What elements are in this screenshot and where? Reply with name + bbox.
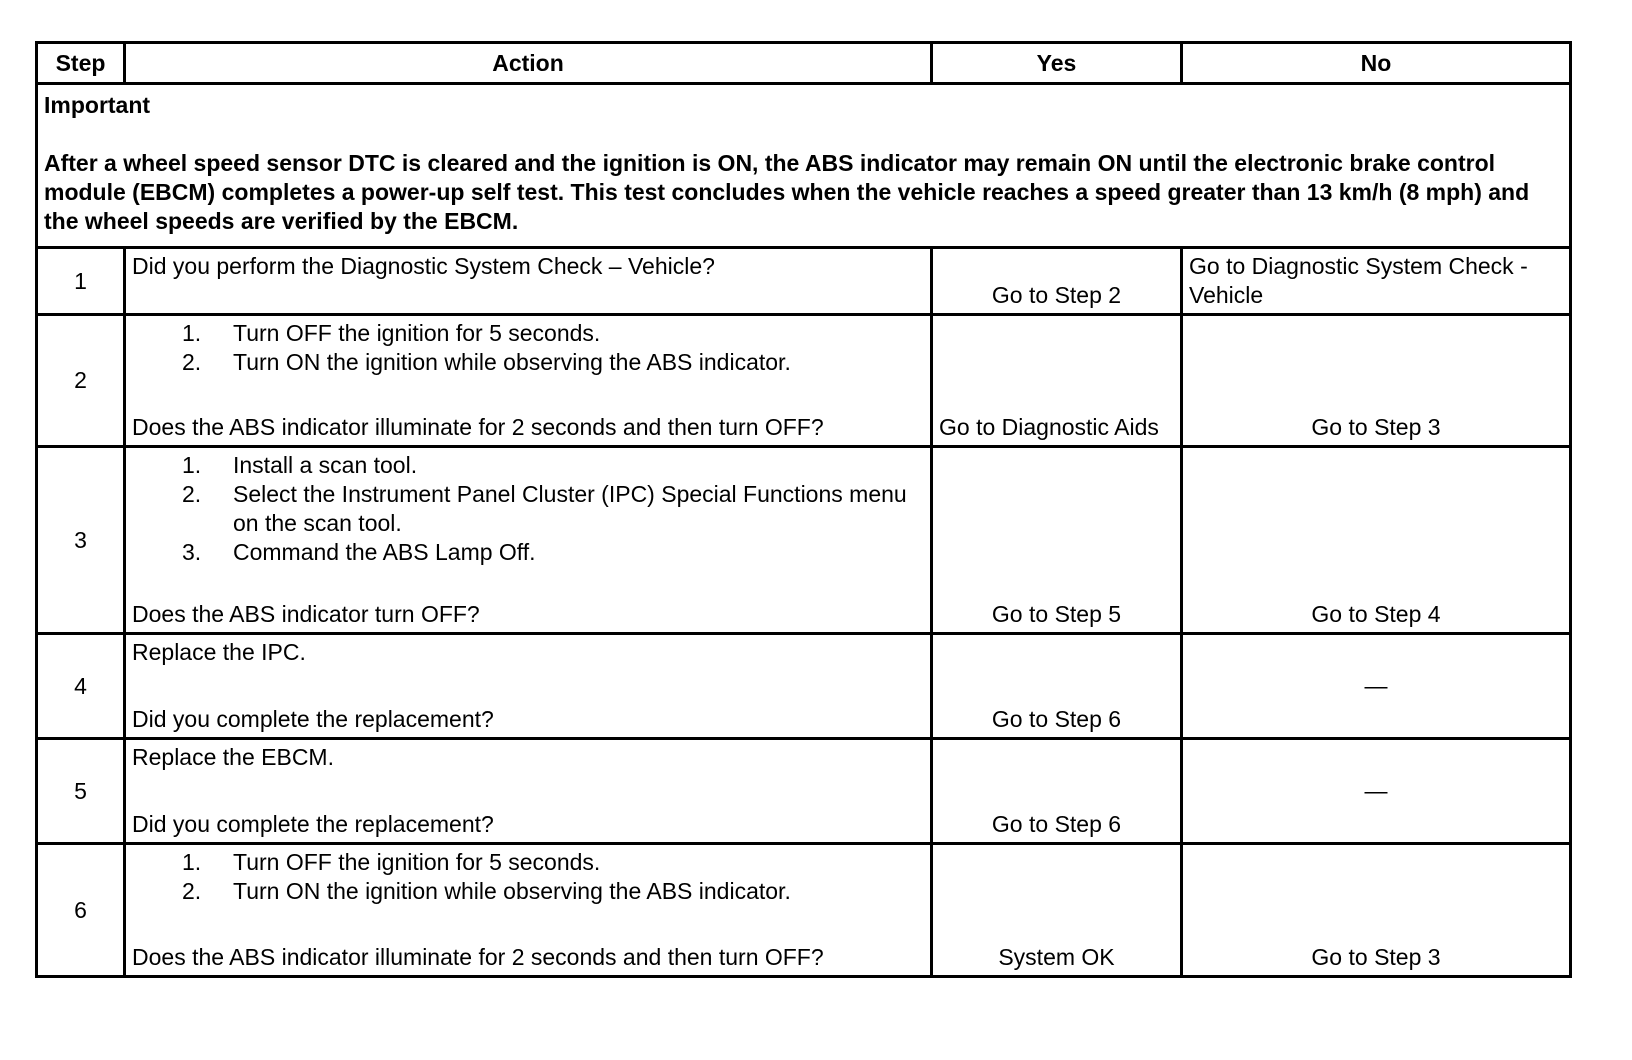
no-result: — <box>1364 672 1388 699</box>
yes-cell <box>932 315 1182 447</box>
yes-result: System OK <box>998 944 1115 970</box>
list-item: 1. Turn OFF the ignition for 5 seconds. <box>182 849 601 875</box>
list-item: 3. Command the ABS Lamp Off. <box>182 539 536 565</box>
header-no: No <box>1182 43 1571 84</box>
action-list <box>132 848 924 906</box>
important-row <box>37 84 1571 248</box>
yes-result: Go to Step 2 <box>991 282 1122 308</box>
yes-result: Go to Diagnostic Aids <box>939 414 1159 440</box>
step-number: 2 <box>37 315 125 447</box>
step-number: 5 <box>37 739 125 844</box>
action-question: Did you complete the replacement? <box>132 706 494 732</box>
yes-cell <box>932 447 1182 634</box>
action-list <box>132 319 924 377</box>
no-result: Go to Step 3 <box>1311 944 1441 970</box>
action-question: Did you complete the replacement? <box>132 811 494 837</box>
list-item: 1. Turn OFF the ignition for 5 seconds. <box>182 320 601 346</box>
action-question: Does the ABS indicator turn OFF? <box>132 601 480 627</box>
table-row <box>37 844 1571 977</box>
important-note <box>37 84 1571 248</box>
no-cell <box>1182 739 1571 844</box>
diagnostic-table <box>35 41 1572 978</box>
action-text: Did you perform the Diagnostic System Check – Vehicle? <box>132 253 715 279</box>
no-result: — <box>1364 777 1388 804</box>
header-step: Step <box>37 43 125 84</box>
action-list <box>132 451 924 567</box>
no-cell <box>1182 634 1571 739</box>
no-cell <box>1182 248 1571 315</box>
no-result: Go to Step 3 <box>1311 414 1441 440</box>
yes-cell <box>932 634 1182 739</box>
step-number: 3 <box>37 447 125 634</box>
step-number: 6 <box>37 844 125 977</box>
yes-result: Go to Step 5 <box>991 601 1122 627</box>
yes-result: Go to Step 6 <box>991 706 1122 732</box>
list-item: 1. Install a scan tool. <box>182 452 418 478</box>
no-result: Go to Step 4 <box>1311 601 1441 627</box>
yes-cell <box>932 844 1182 977</box>
header-row <box>37 43 1571 84</box>
no-cell <box>1182 315 1571 447</box>
action-cell <box>125 634 932 739</box>
no-cell <box>1182 447 1571 634</box>
table-row <box>37 739 1571 844</box>
action-question: Does the ABS indicator illuminate for 2 seconds and then turn OFF? <box>132 414 824 440</box>
no-cell <box>1182 844 1571 977</box>
step-number: 1 <box>37 248 125 315</box>
table-row <box>37 315 1571 447</box>
yes-cell <box>932 739 1182 844</box>
action-cell <box>125 844 932 977</box>
action-text: Replace the IPC. <box>132 639 306 665</box>
action-cell <box>125 739 932 844</box>
header-yes: Yes <box>932 43 1182 84</box>
action-text: Replace the EBCM. <box>132 744 334 770</box>
table-row <box>37 248 1571 315</box>
action-cell <box>125 248 932 315</box>
list-item: 2. Turn ON the ignition while observing the ABS indicator. <box>182 878 791 904</box>
important-title: Important <box>44 92 151 118</box>
yes-result: Go to Step 6 <box>991 811 1122 837</box>
action-question: Does the ABS indicator illuminate for 2 seconds and then turn OFF? <box>132 944 824 970</box>
no-result: Go to Diagnostic System Check - Vehicle <box>1189 253 1528 308</box>
header-action: Action <box>125 43 932 84</box>
action-cell <box>125 447 932 634</box>
step-number: 4 <box>37 634 125 739</box>
list-item: 2. Select the Instrument Panel Cluster (IPC) Special Functions menu on the scan tool. <box>182 481 907 536</box>
action-cell <box>125 315 932 447</box>
list-item: 2. Turn ON the ignition while observing the ABS indicator. <box>182 349 791 375</box>
table-row <box>37 447 1571 634</box>
yes-cell <box>932 248 1182 315</box>
important-text: After a wheel speed sensor DTC is cleared and the ignition is ON, the ABS indicator may remain ON until the electronic brake control module (EBCM) completes a power-up self test. This test concludes when the vehicle reaches a speed greater than 13 km/h (8 mph) and the wheel speeds are verified by the EBCM. <box>44 150 1530 234</box>
table-row <box>37 634 1571 739</box>
